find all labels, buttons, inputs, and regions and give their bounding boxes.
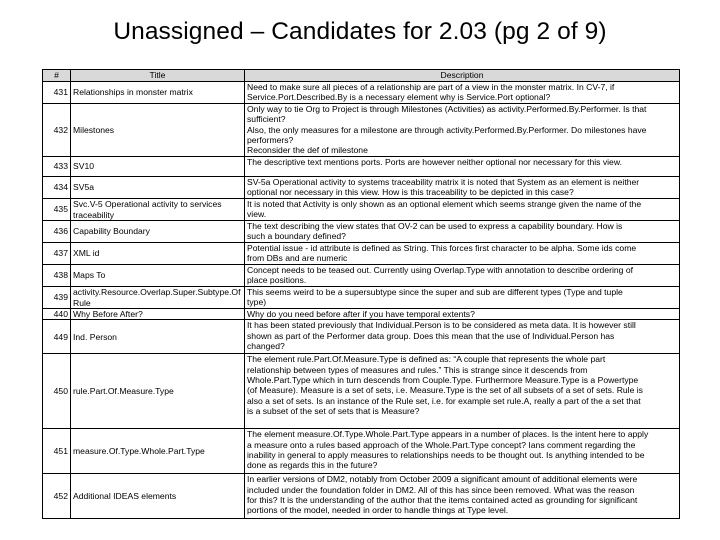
table-body bbox=[43, 82, 680, 519]
description-line: view. bbox=[247, 209, 267, 220]
row-title: Additional IDEAS elements bbox=[71, 474, 245, 519]
table-row bbox=[43, 243, 680, 265]
row-description bbox=[245, 354, 680, 429]
row-description bbox=[245, 265, 680, 287]
description-line: Need to make sure all pieces of a relationship are part of a view in the monster matrix. In CV-7, if bbox=[247, 82, 615, 92]
row-number: 432 bbox=[43, 104, 71, 157]
description-line: a measure onto a rules based approach of the Whole.Part.Type concept? Ians comment regarding the bbox=[247, 439, 636, 450]
row-description bbox=[245, 221, 680, 243]
row-title: activity.Resource.Overlap.Super.Subtype.Of Rule bbox=[71, 287, 245, 309]
row-number: 450 bbox=[43, 354, 71, 429]
column-header-number: # bbox=[43, 70, 71, 82]
table-row bbox=[43, 157, 680, 177]
description-line: place positions. bbox=[247, 275, 307, 286]
row-description bbox=[245, 429, 680, 474]
column-header-title: Title bbox=[71, 70, 245, 82]
table-row bbox=[43, 287, 680, 309]
table-row bbox=[43, 429, 680, 474]
description-line: relationship between types of measures and rules.” This is strange since it descends from bbox=[247, 364, 588, 375]
description-line: Reconsider the def of milestone bbox=[247, 145, 368, 156]
description-line: from DBs and are numeric bbox=[247, 253, 348, 264]
description-line: SV-5a Operational activity to systems traceability matrix it is noted that System as an element is neither bbox=[247, 177, 640, 187]
row-number: 433 bbox=[43, 157, 71, 177]
row-number: 452 bbox=[43, 474, 71, 519]
description-line: shown as part of the Performer data group. Does this mean that the use of Individual.Person has bbox=[247, 330, 615, 341]
row-number: 435 bbox=[43, 199, 71, 221]
row-description bbox=[245, 309, 680, 320]
table-row bbox=[43, 199, 680, 221]
description-line: It is noted that Activity is only shown as an optional element which seems strange given the name of the bbox=[247, 199, 642, 209]
description-line: It has been stated previously that Individual.Person is to be considered as meta data. It is however still bbox=[247, 320, 636, 331]
table-row bbox=[43, 104, 680, 157]
row-description bbox=[245, 157, 680, 177]
row-title: Milestones bbox=[71, 104, 245, 157]
description-line: The descriptive text mentions ports. Ports are however neither optional nor necessary for this view. bbox=[247, 157, 622, 167]
row-description bbox=[245, 474, 680, 519]
row-number: 449 bbox=[43, 320, 71, 354]
description-line: Service.Port.Described.By is a necessary element why is Service.Port optional? bbox=[247, 92, 551, 103]
row-title: Ind. Person bbox=[71, 320, 245, 354]
description-line: for this? It is the understanding of the author that the items contained acted as grounding for significant bbox=[247, 495, 638, 506]
table-header-row bbox=[43, 70, 680, 82]
description-line: changed? bbox=[247, 341, 285, 352]
row-number: 431 bbox=[43, 82, 71, 104]
row-description bbox=[245, 320, 680, 354]
row-description bbox=[245, 104, 680, 157]
row-number: 436 bbox=[43, 221, 71, 243]
table-row bbox=[43, 320, 680, 354]
description-line: also a set of sets. Is an instance of the Rule set, i.e. for example set rule.A, really a part of the a set that bbox=[247, 395, 641, 406]
row-title: SV10 bbox=[71, 157, 245, 177]
description-line: (of Measure). Measure is a set of sets, i.e. Measure.Type is the set of all subsets of a set of sets. Rule is bbox=[247, 385, 643, 396]
description-line: The element rule.Part.Of.Measure.Type is defined as: “A couple that represents the whole part bbox=[247, 354, 606, 365]
table-row bbox=[43, 177, 680, 199]
description-line: inability in general to apply measures to relationships needs to be thought out. Is anything intended to be bbox=[247, 450, 645, 461]
row-number: 438 bbox=[43, 265, 71, 287]
row-number: 451 bbox=[43, 429, 71, 474]
row-title: Relationships in monster matrix bbox=[71, 82, 245, 104]
description-line: The text describing the view states that OV-2 can be used to express a capability boundary. How is bbox=[247, 221, 623, 231]
description-line: is a subset of the set of sets that is Measure? bbox=[247, 406, 420, 417]
description-line: included under the foundation folder in DM2. All of this has since been removed. What was the reason bbox=[247, 484, 635, 495]
table-row bbox=[43, 82, 680, 104]
description-line: Potential issue - id attribute is defined as String. This forces first character to be alpha. Some ids come bbox=[247, 243, 637, 253]
description-line: type) bbox=[247, 297, 267, 308]
row-number: 434 bbox=[43, 177, 71, 199]
description-line: Whole.Part.Type which in turn descends from Couple.Type. Furthermore Measure.Type is a Powertype bbox=[247, 375, 639, 386]
table-row bbox=[43, 354, 680, 429]
table-row bbox=[43, 265, 680, 287]
page-title: Unassigned – Candidates for 2.03 (pg 2 of 9) bbox=[113, 18, 607, 45]
description-line: This seems weird to be a supersubtype since the super and sub are different types (Type and tuple bbox=[247, 287, 623, 297]
description-line: Also, the only measures for a milestone are through activity.Performed.By.Performer. Do milestones have bbox=[247, 124, 647, 135]
description-line: optional nor necessary in this view. How is this traceability to be depicted in this case? bbox=[247, 187, 574, 198]
row-title: rule.Part.Of.Measure.Type bbox=[71, 354, 245, 429]
row-description bbox=[245, 177, 680, 199]
description-line: done as regards this in the future? bbox=[247, 460, 378, 471]
row-title: Capability Boundary bbox=[71, 221, 245, 243]
row-description bbox=[245, 199, 680, 221]
row-number: 437 bbox=[43, 243, 71, 265]
description-line: Why do you need before after if you have temporal extents? bbox=[247, 309, 475, 319]
description-line: In earlier versions of DM2, notably from October 2009 a significant amount of additional elements were bbox=[247, 474, 638, 485]
description-line: such a boundary defined? bbox=[247, 231, 346, 242]
row-description bbox=[245, 82, 680, 104]
row-description bbox=[245, 287, 680, 309]
column-header-description: Description bbox=[245, 70, 680, 82]
row-title: Maps To bbox=[71, 265, 245, 287]
row-title: Why Before After? bbox=[71, 309, 245, 320]
description-line: Only way to tie Org to Project is through Milestones (Activities) as activity.Performed.By.Performer. Is that bbox=[247, 104, 647, 114]
description-line: Concept needs to be teased out. Currently using Overlap.Type with annotation to describe ordering of bbox=[247, 265, 633, 275]
row-title: SV5a bbox=[71, 177, 245, 199]
description-line: The element measure.Of.Type.Whole.Part.Type appears in a number of places. Is the intent here to apply bbox=[247, 429, 649, 440]
description-line: portions of the model, needed in order to handle things at Type level. bbox=[247, 505, 509, 516]
row-title: Svc.V-5 Operational activity to services traceability bbox=[71, 199, 245, 221]
row-title: measure.Of.Type.Whole.Part.Type bbox=[71, 429, 245, 474]
description-line: sufficient? bbox=[247, 114, 286, 125]
table-row bbox=[43, 221, 680, 243]
candidates-table bbox=[42, 69, 680, 519]
row-number: 439 bbox=[43, 287, 71, 309]
description-line: performers? bbox=[247, 135, 294, 146]
candidates-table-container bbox=[42, 69, 679, 519]
table-row bbox=[43, 474, 680, 519]
row-description bbox=[245, 243, 680, 265]
table-row bbox=[43, 309, 680, 320]
row-number: 440 bbox=[43, 309, 71, 320]
row-title: XML id bbox=[71, 243, 245, 265]
